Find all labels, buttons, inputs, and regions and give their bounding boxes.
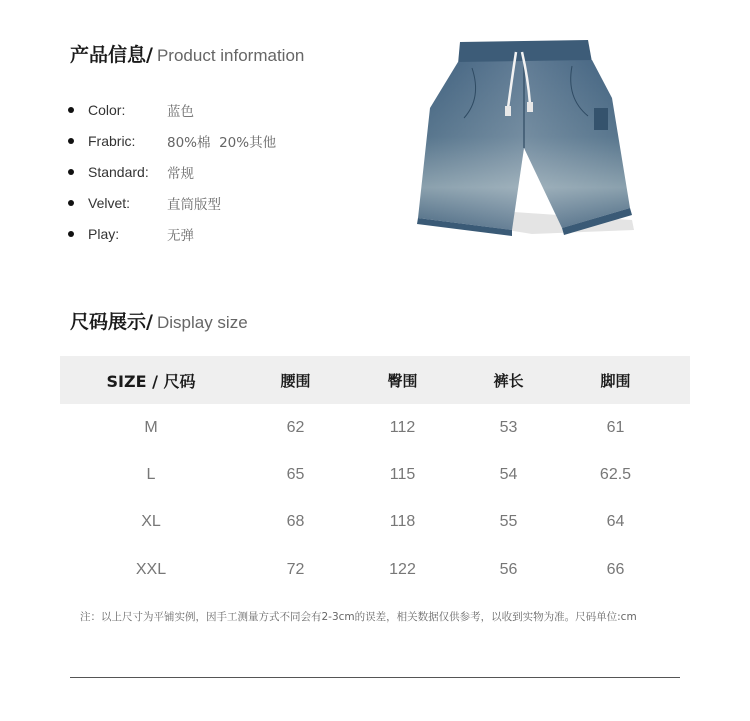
cell-leg-opening: 66 [606,560,625,578]
header-length: 裤长 [493,371,524,390]
header-leg-opening: 脚围 [600,371,631,390]
bullet-dot-icon [68,138,74,144]
cell-leg-opening: 64 [606,513,625,531]
size-section-title-cn: 尺码展示/ [70,311,153,333]
info-label: Color: [88,101,126,118]
size-table [60,356,690,593]
info-value: 常规 [167,165,194,182]
table-row [60,404,690,451]
info-label: Standard: [88,163,149,180]
info-row-fabric [68,125,276,156]
table-row [60,499,690,546]
bullet-dot-icon [68,169,74,175]
info-value: 80%棉 20%其他 [167,134,277,151]
denim-shorts-image [412,38,642,248]
info-value: 直筒版型 [167,196,221,213]
cell-length: 56 [499,560,518,578]
info-row-play [68,218,276,249]
cell-leg-opening: 61 [606,418,625,436]
header-waist: 腰围 [280,371,311,390]
table-row [60,546,690,593]
info-value: 蓝色 [167,103,194,120]
cell-waist: 65 [286,465,305,483]
cell-length: 53 [499,418,518,436]
table-header [60,356,690,404]
cell-leg-opening: 62.5 [599,465,632,483]
cell-waist: 62 [286,418,305,436]
info-value: 无弹 [167,227,194,244]
cell-size: XL [141,513,161,531]
header-hip: 臀围 [387,371,418,390]
cell-waist: 68 [286,513,305,531]
bullet-dot-icon [68,107,74,113]
bullet-dot-icon [68,231,74,237]
info-label: Velvet: [88,194,131,211]
info-label: Play: [88,225,120,242]
cell-size: M [144,418,158,436]
table-row [60,451,690,498]
size-section-title-en: Display size [156,313,248,332]
bottom-divider [70,677,680,678]
info-label: Frabric: [88,132,136,149]
info-row-standard [68,156,276,187]
cell-hip: 122 [389,560,416,578]
cell-hip: 115 [389,465,416,483]
cell-hip: 118 [389,513,416,531]
product-info-list [68,94,276,249]
info-row-color [68,94,276,125]
cell-size: XXL [135,560,167,578]
cell-size: L [146,465,156,483]
product-info-title-en: Product information [156,46,305,65]
cell-length: 55 [499,513,518,531]
size-section-title [70,307,248,334]
info-row-velvet [68,187,276,218]
cell-length: 54 [499,465,518,483]
product-info-title-cn: 产品信息/ [70,44,153,66]
size-note: 注：以上尺寸为平铺实例，因手工测量方式不同会有2-3cm的误差，相关数据仅供参考，以收到实物为准。尺码单位:cm [80,611,637,623]
header-size: SIZE / 尺码 [106,371,196,391]
cell-hip: 112 [389,418,416,436]
bullet-dot-icon [68,200,74,206]
product-info-title [70,40,304,67]
cell-waist: 72 [286,560,305,578]
